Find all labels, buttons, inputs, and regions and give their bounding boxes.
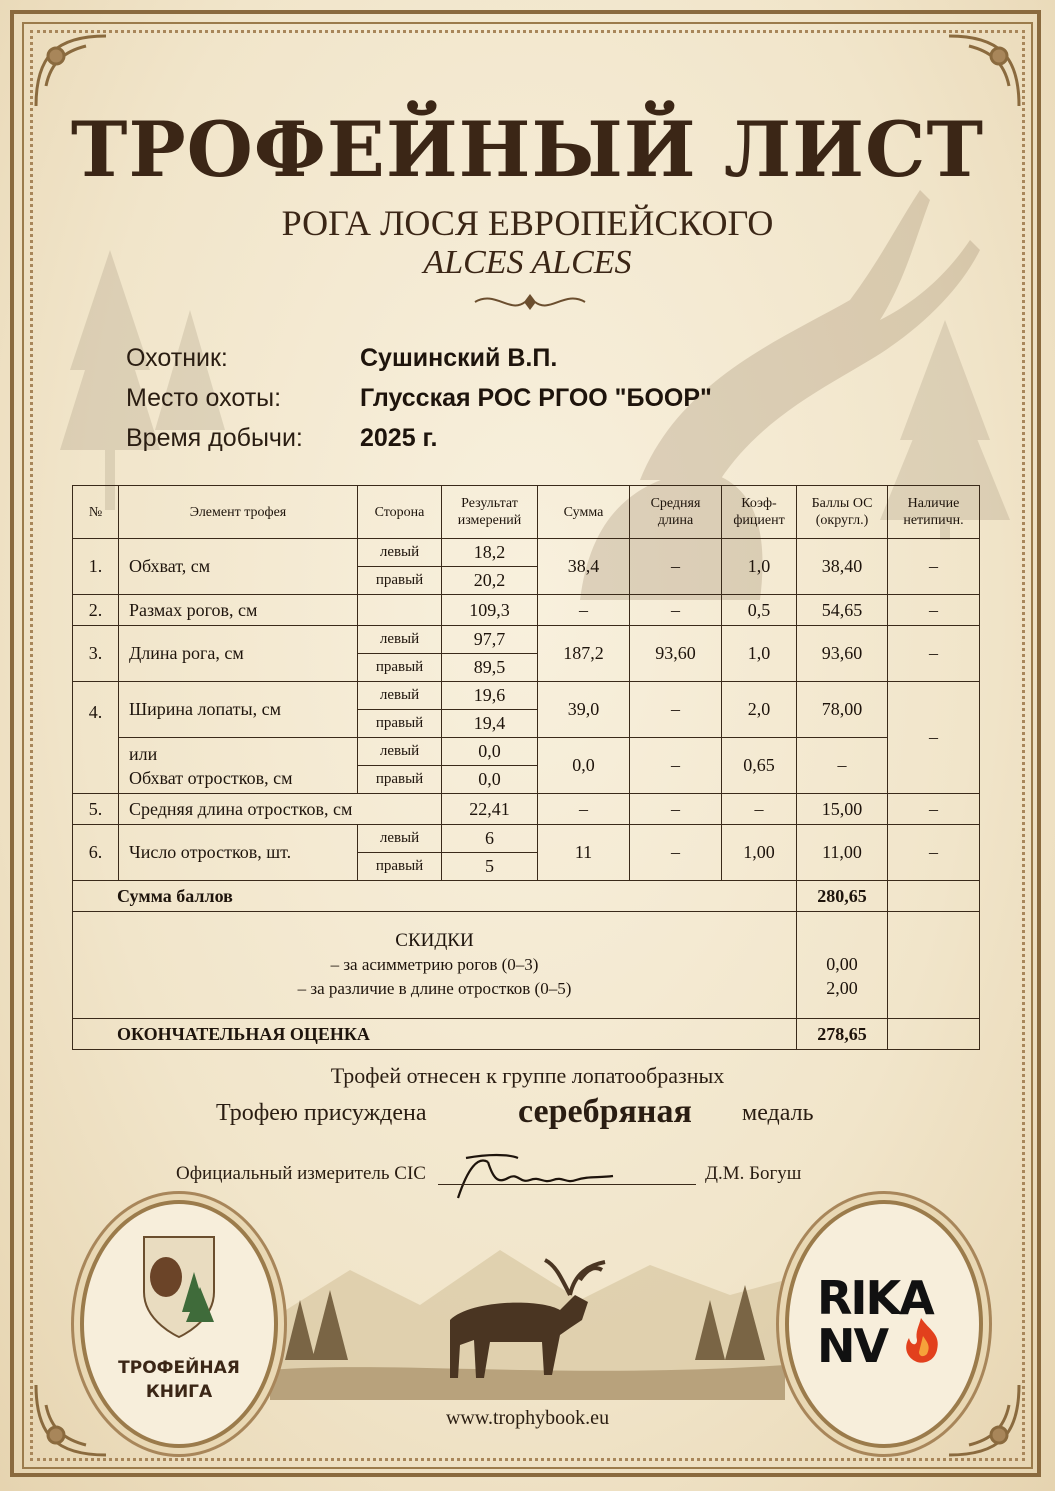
row-element: Обхват, см (119, 539, 358, 595)
row-atypical: – (888, 825, 980, 881)
row-element: Средняя длина отростков, см (119, 794, 442, 825)
total-value: 280,65 (797, 881, 888, 912)
col-header-coef-line2: фициент (733, 513, 785, 528)
row-avg: – (630, 794, 722, 825)
row-avg: – (630, 539, 722, 595)
total-empty (888, 881, 980, 912)
discounts-row (73, 912, 980, 1019)
row-atypical: – (888, 539, 980, 595)
row-element: Длина рога, см (119, 626, 358, 682)
flame-wolf-icon (899, 1316, 943, 1366)
latin-name: ALCES ALCES (423, 244, 632, 281)
side-empty (358, 595, 442, 626)
row-element (119, 738, 358, 794)
measurement-table (72, 485, 980, 1050)
col-header-result (442, 486, 538, 539)
row-sum: – (538, 794, 630, 825)
row-points: 38,40 (797, 539, 888, 595)
measure-right: 20,2 (442, 567, 538, 595)
measure-value: 109,3 (442, 595, 538, 626)
row-num: 2. (73, 595, 119, 626)
table-row (73, 682, 980, 710)
row-element: Число отростков, шт. (119, 825, 358, 881)
page-title: ТРОФЕЙНЫЙ ЛИСТ (70, 105, 985, 194)
table-row (73, 738, 980, 766)
row-avg: – (630, 595, 722, 626)
or-label: или (129, 743, 158, 764)
col-header-avg (630, 486, 722, 539)
discount-asymmetry-label: – за асимметрию рогов (0–3) (330, 955, 539, 974)
measure-value: 22,41 (442, 794, 538, 825)
discounts-label: СКИДКИ (395, 930, 474, 951)
row-sum: 11 (538, 825, 630, 881)
place-value: Глусская РОС РГОО "БООР" (360, 384, 712, 412)
group-text: Трофей отнесен к группе лопатообразных (330, 1063, 725, 1088)
time-value: 2025 г. (360, 424, 438, 452)
measure-right: 0,0 (442, 766, 538, 794)
place-label: Место охоты: (126, 384, 282, 412)
col-header-avg-line1: Средняя (650, 496, 701, 511)
row-num: 1. (73, 539, 119, 595)
final-empty (888, 1019, 980, 1050)
col-header-points (797, 486, 888, 539)
row-sum: 38,4 (538, 539, 630, 595)
row-element: Размах рогов, см (119, 595, 358, 626)
side-left: левый (358, 539, 442, 567)
row-sum: 39,0 (538, 682, 630, 738)
measure-left: 0,0 (442, 738, 538, 766)
col-header-side: Сторона (358, 486, 442, 539)
table-header-row (73, 486, 980, 539)
row-element: Ширина лопаты, см (119, 682, 358, 738)
row-coef: 1,0 (722, 539, 797, 595)
side-left: левый (358, 626, 442, 654)
side-left: левый (358, 738, 442, 766)
moose-landscape-illustration (270, 1210, 785, 1400)
row-atypical: – (888, 595, 980, 626)
side-right: правый (358, 710, 442, 738)
table-row (73, 825, 980, 853)
corner-ornament-icon (939, 26, 1029, 116)
measure-left: 19,6 (442, 682, 538, 710)
col-header-atypical-line2: нетипичн. (903, 513, 964, 528)
row-points: 54,65 (797, 595, 888, 626)
row-points: – (797, 738, 888, 794)
col-header-element: Элемент трофея (119, 486, 358, 539)
row-points: 78,00 (797, 682, 888, 738)
rika-line2: NV (817, 1319, 888, 1373)
col-header-num: № (73, 486, 119, 539)
row-points: 15,00 (797, 794, 888, 825)
row-coef: – (722, 794, 797, 825)
rika-line1: RIKA (817, 1271, 933, 1325)
final-value: 278,65 (797, 1019, 888, 1050)
row-atypical: – (888, 626, 980, 682)
row-element-alt: Обхват отростков, см (129, 767, 293, 788)
measurer-name: Д.М. Богуш (705, 1163, 802, 1184)
row-num: 4. (73, 682, 119, 794)
hunter-value: Сушинский В.П. (360, 344, 558, 372)
col-header-points-line2: (округл.) (815, 513, 869, 528)
row-avg: – (630, 738, 722, 794)
col-header-points-line1: Баллы ОС (811, 496, 873, 511)
side-left: левый (358, 682, 442, 710)
row-sum: – (538, 595, 630, 626)
row-coef: 0,5 (722, 595, 797, 626)
row-coef: 2,0 (722, 682, 797, 738)
side-right: правый (358, 567, 442, 595)
trophy-book-title (84, 1356, 274, 1404)
col-header-avg-line2: длина (657, 513, 694, 528)
col-header-coef (722, 486, 797, 539)
table-row (73, 626, 980, 654)
col-header-result-line1: Результат (461, 496, 518, 511)
row-num: 3. (73, 626, 119, 682)
website-link[interactable]: www.trophybook.eu (445, 1407, 610, 1429)
hunter-label: Охотник: (126, 344, 228, 372)
table-row (73, 595, 980, 626)
final-row (73, 1019, 980, 1050)
measure-right: 19,4 (442, 710, 538, 738)
time-label: Время добычи: (126, 424, 303, 452)
row-points: 93,60 (797, 626, 888, 682)
rika-wordmark (789, 1271, 979, 1373)
measurer-label: Официальный измеритель CIC (176, 1163, 426, 1184)
col-header-sum: Сумма (538, 486, 630, 539)
measure-left: 97,7 (442, 626, 538, 654)
discount-tines-label: – за различие в длине отростков (0–5) (297, 979, 572, 998)
award-suffix: медаль (742, 1100, 814, 1126)
measure-left: 6 (442, 825, 538, 853)
flourish-icon (470, 288, 590, 316)
row-coef: 0,65 (722, 738, 797, 794)
side-left: левый (358, 825, 442, 853)
row-num: 6. (73, 825, 119, 881)
table-row (73, 794, 980, 825)
row-atypical: – (888, 794, 980, 825)
col-header-atypical-line1: Наличие (907, 496, 960, 511)
col-header-coef-line1: Коэф- (741, 496, 777, 511)
discount-empty (888, 912, 980, 1019)
coat-of-arms-icon (134, 1232, 224, 1342)
total-label: Сумма баллов (73, 881, 797, 912)
row-sum: 187,2 (538, 626, 630, 682)
row-coef: 1,00 (722, 825, 797, 881)
trophy-book-line2: КНИГА (145, 1382, 213, 1402)
side-right: правый (358, 853, 442, 881)
total-row (73, 881, 980, 912)
trophy-book-line1: ТРОФЕЙНАЯ (118, 1358, 240, 1378)
discount-values (797, 912, 888, 1019)
page-subtitle: РОГА ЛОСЯ ЕВРОПЕЙСКОГО (281, 203, 774, 243)
row-atypical: – (888, 682, 980, 794)
signature-icon (448, 1148, 618, 1204)
row-avg: 93,60 (630, 626, 722, 682)
discount-asymmetry-value: 0,00 (826, 954, 858, 974)
col-header-result-line2: измерений (457, 513, 522, 528)
award-medal: серебряная (518, 1093, 692, 1130)
row-coef: 1,0 (722, 626, 797, 682)
row-avg: – (630, 682, 722, 738)
corner-ornament-icon (26, 26, 116, 116)
award-prefix: Трофею присуждена (216, 1100, 427, 1126)
final-label: ОКОНЧАТЕЛЬНАЯ ОЦЕНКА (73, 1019, 797, 1050)
row-points: 11,00 (797, 825, 888, 881)
signature-line (438, 1184, 696, 1185)
row-sum: 0,0 (538, 738, 630, 794)
row-avg: – (630, 825, 722, 881)
measure-right: 89,5 (442, 654, 538, 682)
discounts-block (73, 912, 797, 1019)
row-num: 5. (73, 794, 119, 825)
measure-right: 5 (442, 853, 538, 881)
table-row (73, 539, 980, 567)
side-right: правый (358, 766, 442, 794)
side-right: правый (358, 654, 442, 682)
col-header-atypical (888, 486, 980, 539)
discount-tines-value: 2,00 (826, 978, 858, 998)
measure-left: 18,2 (442, 539, 538, 567)
